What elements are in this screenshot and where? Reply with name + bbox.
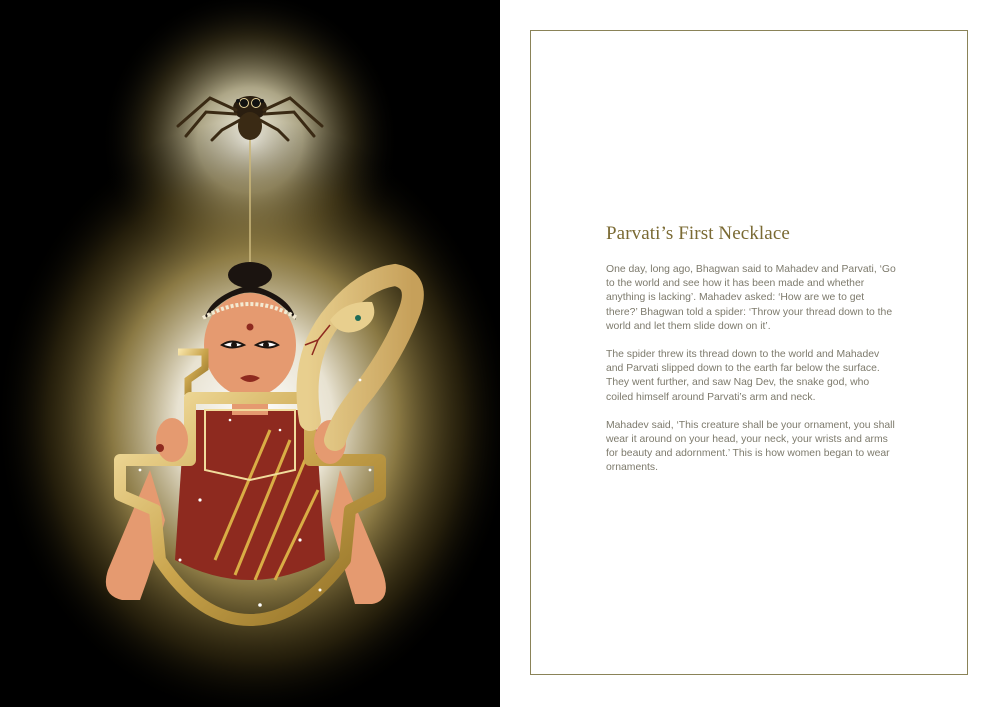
story-paragraph: One day, long ago, Bhagwan said to Mahadev and Parvati, ‘Go to the world and see how it has been made and whether anything is lacking’. Mahadev asked: ‘How are we to get there?’ Bhagwan told a spider: ‘Throw your thread down to the world and let them slide down on it’. [606, 264, 896, 332]
saree [175, 410, 325, 580]
hair-bun [228, 262, 272, 288]
story [606, 223, 898, 490]
story-paragraph: Mahadev said, ‘This creature shall be your ornament, you shall wear it around on your head, your neck, your wrists and arms for beauty and adornment.’ This is how women began to wear ornaments. [606, 419, 895, 474]
bindi [247, 324, 254, 331]
left-hand [156, 418, 188, 462]
story-title: Parvati’s First Necklace [606, 223, 790, 244]
snake-eye [355, 315, 361, 321]
story-paragraph: The spider threw its thread down to the world and Mahadev and Parvati slipped down to the earth far below the surface. They went further, and saw Nag Dev, the snake god, who coiled himself around Parvati’s arm and neck. [606, 349, 880, 403]
text-page [500, 0, 1000, 707]
